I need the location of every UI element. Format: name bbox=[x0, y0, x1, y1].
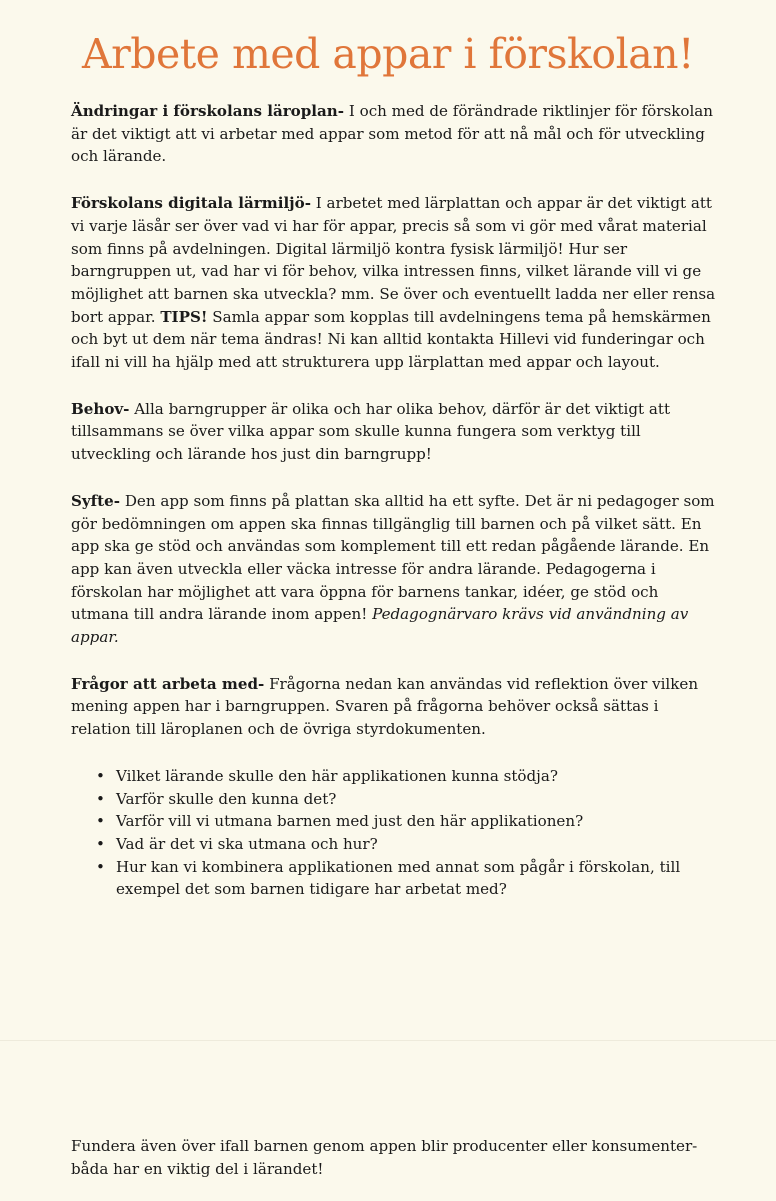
question-list bbox=[71, 765, 716, 901]
section-behov bbox=[71, 398, 716, 466]
document-body bbox=[71, 100, 716, 901]
section-larmiljo bbox=[71, 192, 716, 374]
list-item-text: Vilket lärande skulle den här applikationen kunna stödja? bbox=[116, 766, 558, 785]
list-item bbox=[96, 810, 716, 833]
section-laroplan bbox=[71, 100, 716, 168]
section-heading-laroplan: Ändringar i förskolans läroplan- bbox=[71, 102, 345, 120]
section-heading-larmiljo: Förskolans digitala lärmiljö- bbox=[71, 194, 311, 213]
list-item-text: Varför vill vi utmana barnen med just den här applikationen? bbox=[116, 812, 584, 831]
tips-label: TIPS! bbox=[160, 307, 208, 326]
bullet-icon: • bbox=[96, 857, 105, 876]
footer-note: Fundera även över ifall barnen genom appen blir producenter eller konsumenter- båda har en viktig del i lärandet! bbox=[71, 1137, 698, 1178]
bullet-icon: • bbox=[96, 812, 105, 831]
bullet-icon: • bbox=[96, 834, 105, 853]
list-item-text: Vad är det vi ska utmana och hur? bbox=[116, 834, 378, 853]
section-text-larmiljo: I arbetet med lärplattan och appar är det viktigt att vi varje läsår ser över vad vi har för appar, precis så som vi gör med vårat material som finns på avdelningen. Digital lärmiljö kontra fysisk lärmiljö! Hur ser barngruppen ut, vad har vi för behov, vilka intressen finns, vilket lärande vill vi ge möjlighet att barnen ska utveckla? mm. Se över och eventuellt ladda ner eller rensa bort appar. bbox=[71, 194, 716, 326]
section-heading-syfte: Syfte- bbox=[71, 491, 121, 510]
page-title: Arbete med appar i förskolan! bbox=[81, 30, 695, 78]
section-heading-fragor: Frågor att arbeta med- bbox=[71, 674, 265, 693]
list-item-text: Varför skulle den kunna det? bbox=[116, 789, 337, 808]
bullet-icon: • bbox=[96, 766, 105, 785]
section-text-fragor: Frågorna nedan kan användas vid reflektion över vilken mening appen har i barngruppen. Svaren på frågorna behöver också sättas i relation till läroplanen och de övriga styrdokumenten. bbox=[71, 674, 699, 739]
section-fragor bbox=[71, 673, 716, 741]
section-text-laroplan: I och med de förändrade riktlinjer för förskolan är det viktigt att vi arbetar med appar som metod för att nå mål och för utveckling och lärande. bbox=[71, 102, 713, 166]
list-item bbox=[96, 833, 716, 856]
list-item bbox=[96, 856, 716, 901]
section-text-behov: Alla barngrupper är olika och har olika behov, därför är det viktigt att tillsammans se över vilka appar som skulle kunna fungera som verktyg till utveckling och lärande hos just din barngrupp! bbox=[71, 399, 671, 464]
section-text-larmiljo-tips: Samla appar som kopplas till avdelningens tema på hemskärmen och byt ut dem när tema ändras! Ni kan alltid kontakta Hillevi vid funderingar och ifall ni vill ha hjälp med att strukturera upp lärplattan med appar och layout. bbox=[71, 307, 711, 372]
list-item-text: Hur kan vi kombinera applikationen med annat som pågår i förskolan, till exempel det som barnen tidigare har arbetat med? bbox=[116, 857, 681, 899]
list-item bbox=[96, 788, 716, 811]
list-item bbox=[96, 765, 716, 788]
section-heading-behov: Behov- bbox=[71, 399, 130, 418]
bullet-icon: • bbox=[96, 789, 105, 808]
section-syfte bbox=[71, 490, 716, 649]
section-italic-syfte: Pedagognärvaro krävs vid användning av appar. bbox=[71, 605, 689, 647]
section-text-syfte: Den app som finns på plattan ska alltid ha ett syfte. Det är ni pedagoger som gör bedömningen om appen ska finnas tillgänglig till barnen och på vilket sätt. En app ska ge stöd och användas som komplement till ett redan pågående lärande. En app kan även utveckla eller väcka intresse för andra lärande. Pedagogerna i förskolan har möjlighet att vara öppna för barnens tankar, idéer, ge stöd och utmana till andra lärande inom appen! bbox=[71, 491, 715, 624]
